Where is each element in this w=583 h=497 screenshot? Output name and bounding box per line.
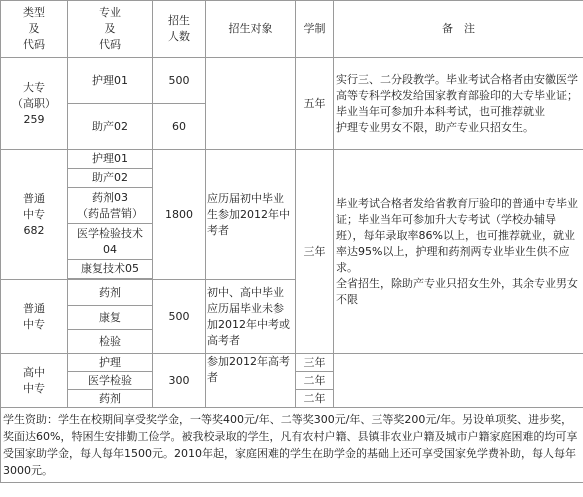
major-cell: 助产02 xyxy=(68,169,153,188)
admission-table xyxy=(0,0,583,150)
footer-row xyxy=(1,408,583,483)
major-cell: 药剂 xyxy=(68,280,153,306)
duration-dazhuan: 五年 xyxy=(296,58,334,150)
header-target: 招生对象 xyxy=(206,1,296,58)
table-row xyxy=(1,354,583,372)
count-putong-2: 500 xyxy=(153,280,206,354)
header-enrollment: 招生 人数 xyxy=(153,1,206,58)
student-aid-note: 学生资助：学生在校期间享受奖学金，一等奖400元/年、二等奖300元/年、三等奖200元/年。另设单项奖、进步奖，奖面达60%，特困生安排勤工俭学。被我校录取的学生，凡有农村户籍、县镇非农业户籍及城市户籍家庭困难的均可享受国家助学金，每人每年1500元。2010年起，家庭困难的学生在助学金的基础上还可享受国家免学费补助，每人每年3000元。 xyxy=(1,408,583,483)
count-cell: 500 xyxy=(153,58,206,104)
duration-zhongzhuan: 三年 xyxy=(296,150,334,354)
major-cell: 护理01 xyxy=(68,58,153,104)
type-putong-2: 普通 中专 xyxy=(1,280,68,354)
major-cell: 药剂 xyxy=(68,390,153,408)
duration-cell: 二年 xyxy=(296,372,334,390)
type-putong-682: 普通 中专 682 xyxy=(1,150,68,280)
type-gaozhong: 高中 中专 xyxy=(1,354,68,408)
header-major: 专业 及 代码 xyxy=(68,1,153,58)
target-putong-2: 初中、高中毕业应历届毕业未参加2012年中考或高考者 xyxy=(206,280,296,354)
header-remarks: 备 注 xyxy=(334,1,583,58)
target-gaozhong: 参加2012年高考者 xyxy=(206,354,296,408)
table-row xyxy=(1,58,583,104)
duration-cell: 三年 xyxy=(296,354,334,372)
count-gaozhong: 300 xyxy=(153,354,206,408)
duration-cell: 二年 xyxy=(296,390,334,408)
target-putong-682: 应历届初中毕业生参加2012年中考者 xyxy=(206,150,296,280)
major-cell: 药剂03 （药品营销） xyxy=(68,188,153,224)
major-cell: 助产02 xyxy=(68,104,153,150)
admission-table-lower xyxy=(0,149,583,483)
count-putong-682: 1800 xyxy=(153,150,206,280)
target-cell xyxy=(206,58,296,150)
table-row xyxy=(1,150,583,169)
count-cell: 60 xyxy=(153,104,206,150)
major-cell: 康复技术05 xyxy=(68,260,153,279)
remarks-zhongzhuan: 毕业考试合格者发给省教育厅验印的普通中专毕业证；毕业当年可参加升大专考试（学校办辅导班），每年录取率86%以上，也可推荐就业，就业率达95%以上，护理和药剂两专业毕业生供不应求。 全省招生，除助产专业只招女生外，其余专业男女不限 xyxy=(334,150,583,354)
header-row xyxy=(1,1,583,58)
major-cell: 护理 xyxy=(68,354,153,372)
major-cell: 护理01 xyxy=(68,150,153,169)
remarks-gaozhong xyxy=(334,354,583,408)
remarks-dazhuan: 实行三、二分段教学。毕业考试合格者由安徽医学高等专科学校发给国家教育部验印的大专毕业证；毕业当年可参加升本科考试，也可推荐就业 护理专业男女不限，助产专业只招女生。 xyxy=(334,58,583,150)
major-cell: 医学检验技术 04 xyxy=(68,224,153,260)
header-duration: 学制 xyxy=(296,1,334,58)
type-dazhuan: 大专 （高职） 259 xyxy=(1,58,68,150)
major-cell: 医学检验 xyxy=(68,372,153,390)
major-cell: 康复 xyxy=(68,306,153,330)
header-type: 类型 及 代码 xyxy=(1,1,68,58)
major-cell: 检验 xyxy=(68,330,153,354)
